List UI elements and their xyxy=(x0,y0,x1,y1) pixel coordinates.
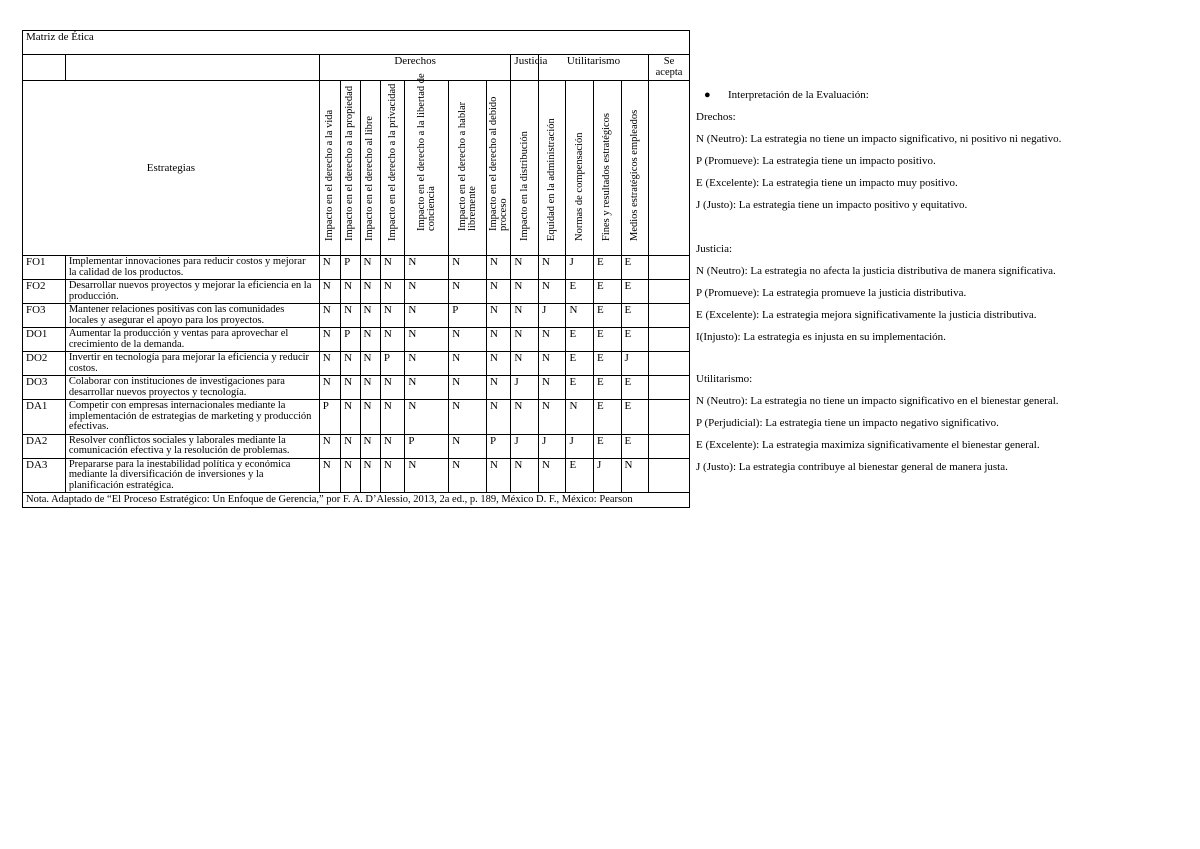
evaluation-cell: E xyxy=(594,280,622,304)
strategy-code: DO3 xyxy=(23,376,66,400)
evaluation-cell: E xyxy=(621,434,649,458)
evaluation-cell: N xyxy=(405,256,449,280)
criterion-header-label: Impacto en la distribución xyxy=(518,131,530,241)
interpretation-heading xyxy=(696,88,1176,102)
evaluation-cell: N xyxy=(360,376,380,400)
strategy-description: Resolver conflictos sociales y laborales mediante la comunicación efectiva y la resolución de problemas. xyxy=(65,434,319,458)
evaluation-cell: N xyxy=(449,434,487,458)
group-header-utilitarismo: Utilitarismo xyxy=(538,55,648,81)
evaluation-cell: N xyxy=(511,256,539,280)
criterion-header xyxy=(360,81,380,256)
evaluation-cell: E xyxy=(566,352,594,376)
group-header-se-acepta: Se acepta xyxy=(649,55,690,81)
evaluation-cell: N xyxy=(486,256,510,280)
evaluation-cell: N xyxy=(319,256,340,280)
justicia-title: Justicia: xyxy=(696,243,733,255)
table-row xyxy=(23,434,690,458)
evaluation-cell: J xyxy=(566,256,594,280)
criterion-header xyxy=(405,73,449,256)
evaluation-cell: E xyxy=(594,328,622,352)
interpretation-heading-text: Interpretación de la Evaluación: xyxy=(728,89,869,101)
criterion-header xyxy=(449,81,487,256)
strategy-description: Prepararse para la inestabilidad política y económica mediante la diversificación de inversiones y la planificación estratégica. xyxy=(65,458,319,493)
criterion-header-label: Equidad en la administración xyxy=(546,118,558,241)
table-row xyxy=(23,280,690,304)
bullet-icon: ● xyxy=(704,89,711,101)
evaluation-cell: E xyxy=(621,256,649,280)
evaluation-cell: J xyxy=(511,434,539,458)
evaluation-cell: N xyxy=(511,328,539,352)
evaluation-cell: N xyxy=(405,280,449,304)
evaluation-cell: N xyxy=(360,328,380,352)
evaluation-cell: N xyxy=(449,352,487,376)
utilitarismo-title: Utilitarismo: xyxy=(696,373,753,385)
evaluation-cell: N xyxy=(360,304,380,328)
evaluation-cell: N xyxy=(341,280,360,304)
evaluation-cell: N xyxy=(486,400,510,435)
evaluation-cell: N xyxy=(538,256,566,280)
criterion-header xyxy=(511,81,539,256)
evaluation-cell: P xyxy=(449,304,487,328)
criterion-header-label: Medios estratégicos empleados xyxy=(628,109,640,241)
utilitarismo-item: J (Justo): La estrategia contribuye al bienestar general de manera justa. xyxy=(696,461,1008,473)
evaluation-cell: N xyxy=(380,458,404,493)
evaluation-cell: E xyxy=(621,280,649,304)
evaluation-cell: N xyxy=(538,352,566,376)
evaluation-cell: N xyxy=(566,304,594,328)
evaluation-cell: P xyxy=(341,328,360,352)
strategy-description: Implementar innovaciones para reducir costos y mejorar la calidad de los productos. xyxy=(65,256,319,280)
evaluation-cell: N xyxy=(511,304,539,328)
evaluation-cell: N xyxy=(405,458,449,493)
evaluation-cell: N xyxy=(538,328,566,352)
se-acepta-cell xyxy=(649,280,690,304)
evaluation-cell: N xyxy=(538,400,566,435)
evaluation-cell: E xyxy=(621,400,649,435)
evaluation-cell: N xyxy=(319,352,340,376)
criterion-header-label: Fines y resultados estratégicos xyxy=(601,112,613,241)
criterion-header-label: Impacto en el derecho a la privacidad xyxy=(386,83,398,241)
evaluation-cell: N xyxy=(380,304,404,328)
evaluation-cell: P xyxy=(405,434,449,458)
strategy-code: FO3 xyxy=(23,304,66,328)
criterion-header xyxy=(621,81,649,256)
evaluation-cell: N xyxy=(341,352,360,376)
table-row xyxy=(23,352,690,376)
interpretation-panel xyxy=(696,88,1176,482)
evaluation-cell: N xyxy=(380,376,404,400)
strategy-description: Desarrollar nuevos proyectos y mejorar la eficiencia en la producción. xyxy=(65,280,319,304)
evaluation-cell: N xyxy=(511,280,539,304)
table-row xyxy=(23,400,690,435)
evaluation-cell: E xyxy=(566,328,594,352)
table-row xyxy=(23,256,690,280)
evaluation-cell: N xyxy=(511,352,539,376)
evaluation-cell: N xyxy=(319,434,340,458)
strategy-code: DA2 xyxy=(23,434,66,458)
evaluation-cell: N xyxy=(538,280,566,304)
group-header-derechos: Derechos xyxy=(319,55,511,81)
table-row xyxy=(23,328,690,352)
utilitarismo-item: E (Excelente): La estrategia maximiza significativamente el bienestar general. xyxy=(696,439,1040,451)
table-row xyxy=(23,304,690,328)
evaluation-cell: J xyxy=(621,352,649,376)
criterion-header-label: Impacto en el derecho a la propiedad xyxy=(344,85,356,241)
evaluation-cell: E xyxy=(566,376,594,400)
strategy-description: Competir con empresas internacionales mediante la implementación de estrategias de marketing y producción efectivas. xyxy=(65,400,319,435)
matrix-title: Matriz de Ética xyxy=(23,31,690,55)
evaluation-cell: E xyxy=(621,304,649,328)
evaluation-cell: N xyxy=(319,458,340,493)
derechos-item: N (Neutro): La estrategia no tiene un impacto significativo, ni positivo ni negativo. xyxy=(696,133,1062,145)
se-acepta-cell xyxy=(649,400,690,435)
evaluation-cell: N xyxy=(341,434,360,458)
evaluation-cell: N xyxy=(319,328,340,352)
se-acepta-cell xyxy=(649,328,690,352)
evaluation-cell: E xyxy=(621,328,649,352)
evaluation-cell: J xyxy=(538,304,566,328)
evaluation-cell: E xyxy=(594,256,622,280)
evaluation-cell: N xyxy=(380,328,404,352)
evaluation-cell: N xyxy=(449,376,487,400)
utilitarismo-item: P (Perjudicial): La estrategia tiene un impacto negativo significativo. xyxy=(696,417,999,429)
criterion-header xyxy=(341,81,360,256)
evaluation-cell: N xyxy=(405,400,449,435)
evaluation-cell: N xyxy=(538,376,566,400)
se-acepta-cell xyxy=(649,458,690,493)
evaluation-cell: E xyxy=(594,352,622,376)
derechos-item: P (Promueve): La estrategia tiene un impacto positivo. xyxy=(696,155,936,167)
evaluation-cell: N xyxy=(486,304,510,328)
derechos-item: J (Justo): La estrategia tiene un impacto positivo y equitativo. xyxy=(696,199,968,211)
se-acepta-cell xyxy=(649,352,690,376)
evaluation-cell: N xyxy=(405,304,449,328)
empty-strategy-header xyxy=(65,55,319,81)
evaluation-cell: N xyxy=(341,458,360,493)
table-row xyxy=(23,376,690,400)
evaluation-cell: P xyxy=(486,434,510,458)
evaluation-cell: N xyxy=(341,400,360,435)
criterion-header xyxy=(594,81,622,256)
criterion-header xyxy=(566,81,594,256)
evaluation-cell: N xyxy=(511,400,539,435)
evaluation-cell: N xyxy=(380,400,404,435)
derechos-title: Drechos: xyxy=(696,111,736,123)
evaluation-cell: N xyxy=(486,458,510,493)
empty-code-header xyxy=(23,55,66,81)
strategy-description: Colaborar con instituciones de investigaciones para desarrollar nuevos proyectos y tecnología. xyxy=(65,376,319,400)
evaluation-cell: N xyxy=(405,376,449,400)
evaluation-cell: N xyxy=(566,400,594,435)
justicia-item: I(Injusto): La estrategia es injusta en su implementación. xyxy=(696,331,946,343)
ethics-matrix-table xyxy=(22,30,690,508)
strategy-code: DO2 xyxy=(23,352,66,376)
strategy-code: DA1 xyxy=(23,400,66,435)
evaluation-cell: N xyxy=(486,280,510,304)
strategy-code: DA3 xyxy=(23,458,66,493)
se-acepta-header-empty xyxy=(649,81,690,256)
se-acepta-cell xyxy=(649,256,690,280)
evaluation-cell: N xyxy=(449,328,487,352)
evaluation-cell: N xyxy=(486,328,510,352)
evaluation-cell: N xyxy=(380,256,404,280)
evaluation-cell: N xyxy=(341,376,360,400)
criterion-header-label: Impacto en el derecho al libre xyxy=(364,115,376,241)
evaluation-cell: E xyxy=(594,376,622,400)
se-acepta-cell xyxy=(649,434,690,458)
evaluation-cell: N xyxy=(360,434,380,458)
evaluation-cell: N xyxy=(319,304,340,328)
criterion-header-label: Impacto en el derecho al debido proceso xyxy=(487,96,509,231)
evaluation-cell: N xyxy=(486,376,510,400)
evaluation-cell: E xyxy=(594,434,622,458)
criterion-header xyxy=(319,81,340,256)
evaluation-cell: E xyxy=(594,304,622,328)
evaluation-cell: E xyxy=(594,400,622,435)
criterion-header-label: Impacto en el derecho a la vida xyxy=(323,109,335,241)
evaluation-cell: P xyxy=(380,352,404,376)
evaluation-cell: N xyxy=(511,458,539,493)
estrategias-header: Estrategias xyxy=(23,81,320,256)
evaluation-cell: N xyxy=(360,256,380,280)
criterion-header-label: Impacto en el derecho a la libertad de conciencia xyxy=(415,73,437,231)
utilitarismo-item: N (Neutro): La estrategia no tiene un impacto significativo en el bienestar general. xyxy=(696,395,1059,407)
criterion-header xyxy=(486,81,510,256)
evaluation-cell: N xyxy=(360,280,380,304)
evaluation-cell: N xyxy=(341,304,360,328)
derechos-item: E (Excelente): La estrategia tiene un impacto muy positivo. xyxy=(696,177,958,189)
strategy-description: Mantener relaciones positivas con las comunidades locales y asegurar el apoyo para los proyectos. xyxy=(65,304,319,328)
justicia-item: P (Promueve): La estrategia promueve la justicia distributiva. xyxy=(696,287,967,299)
se-acepta-cell xyxy=(649,376,690,400)
evaluation-cell: N xyxy=(380,280,404,304)
evaluation-cell: N xyxy=(380,434,404,458)
strategy-description: Aumentar la producción y ventas para aprovechar el crecimiento de la demanda. xyxy=(65,328,319,352)
criterion-header xyxy=(538,81,566,256)
criterion-header-label: Impacto en el derecho a hablar libremente xyxy=(456,101,478,231)
evaluation-cell: J xyxy=(566,434,594,458)
evaluation-cell: J xyxy=(538,434,566,458)
strategy-code: DO1 xyxy=(23,328,66,352)
justicia-item: E (Excelente): La estrategia mejora significativamente la justicia distributiva. xyxy=(696,309,1037,321)
evaluation-cell: P xyxy=(319,400,340,435)
strategy-code: FO2 xyxy=(23,280,66,304)
evaluation-cell: P xyxy=(341,256,360,280)
evaluation-cell: J xyxy=(594,458,622,493)
evaluation-cell: N xyxy=(319,376,340,400)
strategy-description: Invertir en tecnología para mejorar la eficiencia y reducir costos. xyxy=(65,352,319,376)
evaluation-cell: N xyxy=(360,400,380,435)
strategy-code: FO1 xyxy=(23,256,66,280)
criterion-header-label: Normas de compensación xyxy=(573,132,585,241)
evaluation-cell: J xyxy=(511,376,539,400)
evaluation-cell: N xyxy=(449,280,487,304)
evaluation-cell: N xyxy=(449,256,487,280)
evaluation-cell: N xyxy=(449,458,487,493)
se-acepta-cell xyxy=(649,304,690,328)
justicia-item: N (Neutro): La estrategia no afecta la justicia distributiva de manera significativa. xyxy=(696,265,1056,277)
evaluation-cell: N xyxy=(538,458,566,493)
evaluation-cell: N xyxy=(360,352,380,376)
evaluation-cell: E xyxy=(566,280,594,304)
evaluation-cell: N xyxy=(405,352,449,376)
group-header-justicia: Justicia xyxy=(511,55,539,81)
table-row xyxy=(23,458,690,493)
evaluation-cell: N xyxy=(621,458,649,493)
evaluation-cell: N xyxy=(405,328,449,352)
evaluation-cell: N xyxy=(360,458,380,493)
evaluation-cell: E xyxy=(621,376,649,400)
table-note: Nota. Adaptado de “El Proceso Estratégico: Un Enfoque de Gerencia,” por F. A. D’Alessio, 2013, 2a ed., p. 189, México D. F., México: Pearson xyxy=(23,493,690,508)
evaluation-cell: N xyxy=(486,352,510,376)
evaluation-cell: N xyxy=(319,280,340,304)
evaluation-cell: N xyxy=(449,400,487,435)
criterion-header xyxy=(380,81,404,256)
evaluation-cell: E xyxy=(566,458,594,493)
